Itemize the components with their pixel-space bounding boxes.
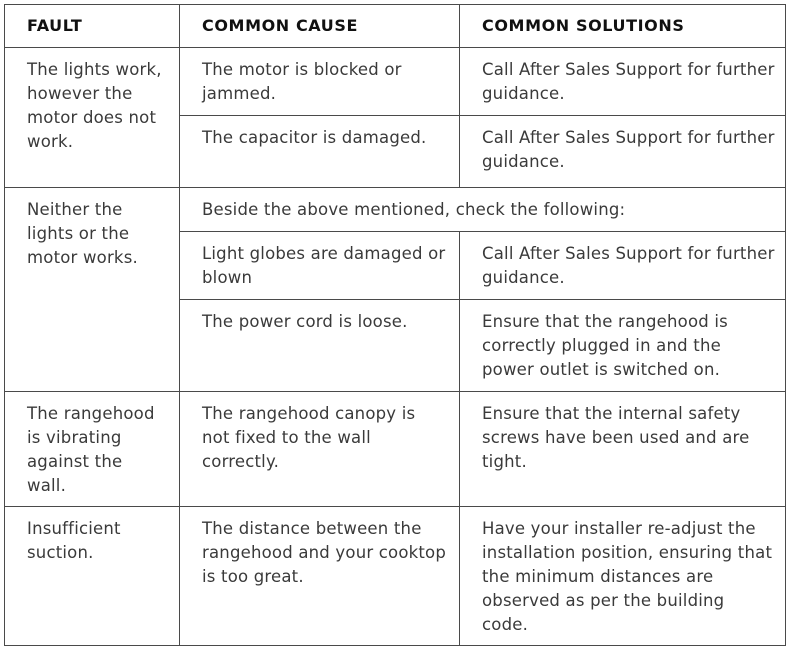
fault-cell (5, 507, 180, 646)
cause-cell (180, 507, 460, 646)
table-row (5, 392, 786, 507)
fault-text: Insufficient suction. (27, 519, 121, 562)
solution-cell (460, 48, 786, 116)
fault-text: The lights work, however the motor does not work. (27, 60, 162, 151)
solution-text: Call After Sales Support for further guidance. (482, 128, 775, 171)
fault-text: Neither the lights or the motor works. (27, 200, 138, 267)
solution-text: Call After Sales Support for further guidance. (482, 60, 775, 103)
solution-cell (460, 116, 786, 188)
cause-text: The rangehood canopy is not fixed to the wall correctly. (202, 404, 416, 471)
table-row (5, 507, 786, 646)
header-common-solutions: COMMON SOLUTIONS (460, 5, 786, 48)
troubleshooting-table (4, 4, 786, 646)
solution-text: Ensure that the rangehood is correctly plugged in and the power outlet is switched on. (482, 312, 728, 379)
fault-cell (5, 188, 180, 392)
cause-text: The distance between the rangehood and your cooktop is too great. (202, 519, 447, 586)
solution-cell (460, 300, 786, 392)
table-row (5, 48, 786, 116)
solution-text: Call After Sales Support for further guidance. (482, 244, 775, 287)
header-common-cause: COMMON CAUSE (180, 5, 460, 48)
solution-text: Have your installer re-adjust the installation position, ensuring that the minimum distances are observed as per the building code. (482, 519, 773, 634)
cause-text: The power cord is loose. (202, 312, 408, 331)
note-text: Beside the above mentioned, check the following: (202, 200, 626, 219)
cause-cell (180, 392, 460, 507)
fault-cell (5, 392, 180, 507)
solution-cell (460, 232, 786, 300)
header-row (5, 5, 786, 48)
header-fault: FAULT (5, 5, 180, 48)
cause-text: The capacitor is damaged. (202, 128, 427, 147)
fault-cell (5, 48, 180, 188)
cause-cell (180, 116, 460, 188)
fault-text: The rangehood is vibrating against the wall. (27, 404, 155, 495)
cause-text: The motor is blocked or jammed. (202, 60, 402, 103)
cause-text: Light globes are damaged or blown (202, 244, 446, 287)
solution-text: Ensure that the internal safety screws have been used and are tight. (482, 404, 750, 471)
cause-cell (180, 300, 460, 392)
cause-cell (180, 48, 460, 116)
cause-cell (180, 232, 460, 300)
solution-cell (460, 507, 786, 646)
solution-cell (460, 392, 786, 507)
table-row (5, 188, 786, 232)
note-cell (180, 188, 786, 232)
